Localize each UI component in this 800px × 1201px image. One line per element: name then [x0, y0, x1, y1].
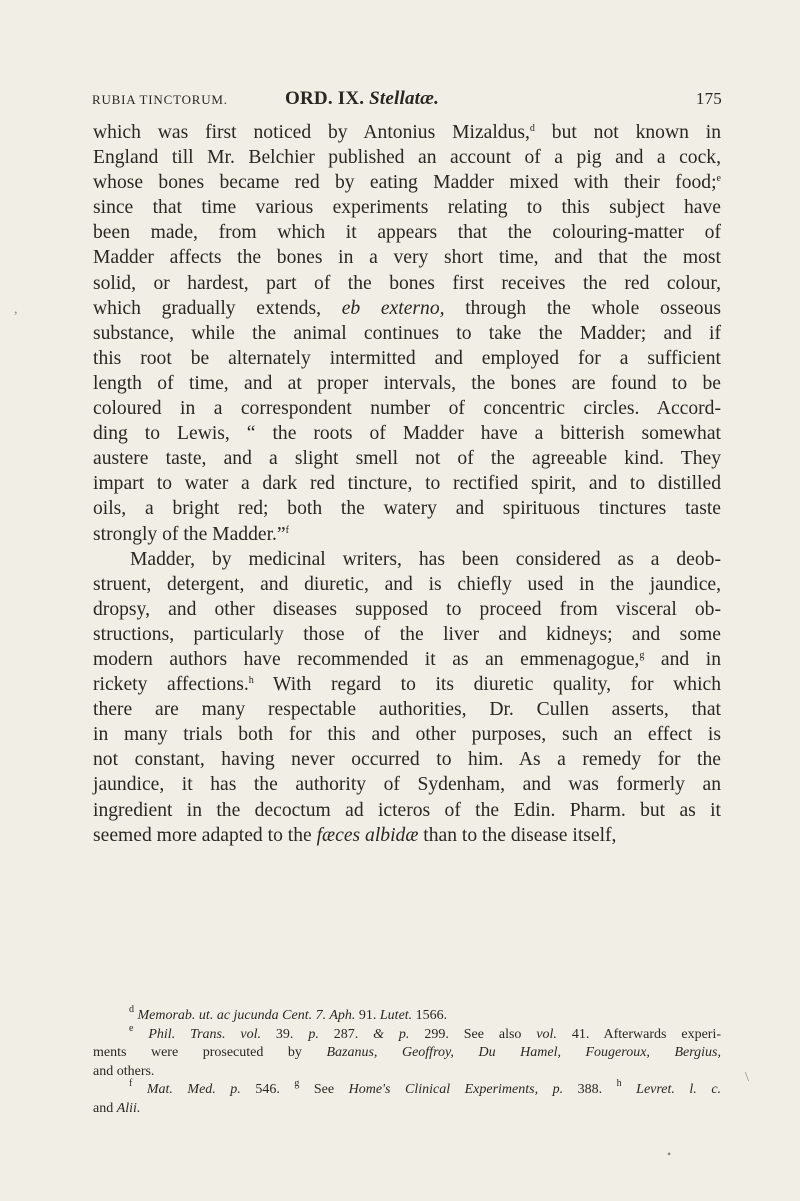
text-line [93, 547, 721, 572]
text-line [93, 170, 721, 195]
text-run: impart to water a dark red tincture, to rectified spirit, and to distilled [93, 473, 721, 495]
text-line [93, 772, 721, 797]
text-run: 91. [355, 1008, 380, 1023]
text-run: ingredient in the decoctum ad icteros of the Edin. Pharm. but as it [93, 799, 721, 821]
footnote-ref: g [294, 1078, 300, 1090]
text-run: ments were prosecuted by [93, 1045, 327, 1061]
text-run: 41. Afterwards experi- [556, 1026, 721, 1042]
text-line [93, 321, 721, 346]
italic-text: Memorab. ut. ac jucunda Cent. 7. Aph. [137, 1008, 356, 1023]
text-run: which gradually extends, [93, 297, 342, 319]
footnote-ref: h [616, 1078, 622, 1090]
text-line [93, 697, 721, 722]
text-line [93, 145, 721, 170]
margin-mark: , [14, 302, 18, 317]
body-text [93, 120, 721, 848]
footnote-line [93, 1004, 721, 1026]
text-run: been made, from which it appears that the colouring-matter of [93, 222, 721, 244]
text-run: and others. [93, 1063, 155, 1079]
text-line [93, 496, 721, 521]
footnote-ref: f [285, 524, 289, 536]
text-line [93, 371, 721, 396]
text-run: strongly of the Madder.” [93, 523, 286, 545]
text-run: not constant, having never occurred to him. As a remedy for the [93, 749, 721, 771]
italic-text: Levret. l. c. [636, 1082, 722, 1098]
italic-text: p. [308, 1026, 319, 1042]
footnote-ref: f [129, 1078, 133, 1090]
text-run: and [93, 1100, 117, 1116]
text-run: oils, a bright red; both the watery and spirituous tinctures taste [93, 498, 721, 520]
text-line [93, 120, 721, 145]
text-line [93, 471, 721, 496]
text-line [93, 296, 721, 321]
text-run [132, 1082, 147, 1097]
text-line [93, 572, 721, 597]
text-run: through the whole osseous [444, 297, 721, 319]
footnotes [93, 1004, 722, 1119]
italic-text: Phil. Trans. vol. [148, 1026, 262, 1042]
italic-text: Lutet. [379, 1008, 413, 1023]
text-run: since that time various experiments relating to this subject have [93, 197, 721, 219]
text-run: austere taste, and a slight smell not of the agreeable kind. They [93, 448, 721, 470]
text-line [93, 747, 721, 772]
italic-text: Mat. Med. p. [146, 1082, 241, 1098]
text-run: Madder affects the bones in a very short time, and that the most [93, 247, 721, 269]
text-run: but not known in [534, 122, 722, 143]
text-line [93, 396, 721, 421]
text-line [93, 798, 721, 823]
footnote-line [93, 1063, 721, 1082]
text-line [93, 647, 721, 672]
margin-mark: \ [745, 1070, 749, 1085]
footnote-ref: d [529, 123, 535, 134]
text-run: With regard to its diuretic quality, for which [253, 674, 722, 696]
text-run: 388. [563, 1082, 617, 1098]
text-run: solid, or hardest, part of the bones first receives the red colour, [93, 272, 721, 294]
text-run: 1566. [412, 1008, 448, 1023]
text-run: which was first noticed by Antonius Mizaldus, [93, 122, 530, 143]
text-run: length of time, and at proper intervals, the bones are found to be [93, 372, 721, 394]
text-run: whose bones became red by eating Madder mixed with their food; [93, 172, 717, 194]
text-run: in many trials both for this and other purposes, such an effect is [93, 724, 721, 746]
footnote-line [93, 1044, 721, 1063]
text-run: coloured in a correspondent number of concentric circles. Accord- [93, 398, 721, 420]
running-header [92, 88, 722, 112]
text-run: substance, while the animal continues to take the Madder; and if [93, 322, 721, 344]
text-run: 39. [261, 1026, 309, 1042]
italic-text: eb externo, [341, 297, 445, 319]
text-run: struent, detergent, and diuretic, and is chiefly used in the jaundice, [93, 573, 721, 595]
header-order: ORD. IX. Stellatæ. [285, 88, 440, 109]
text-run: structions, particularly those of the liver and kidneys; and some [93, 623, 721, 645]
text-run: Madder, by medicinal writers, has been considered as a deob- [130, 548, 721, 570]
text-line [93, 672, 721, 697]
text-line [93, 597, 721, 622]
footnote-ref: e [129, 1022, 134, 1034]
page-number: 175 [695, 89, 722, 108]
text-run: than to the disease itself, [418, 824, 617, 846]
text-line [93, 346, 721, 371]
text-run: 546. [240, 1082, 295, 1098]
text-run: rickety affections. [93, 674, 249, 696]
text-line [93, 522, 721, 547]
text-run: and in [644, 648, 721, 670]
footnote-ref: d [129, 1004, 134, 1015]
text-line [93, 823, 721, 848]
text-run [622, 1082, 637, 1097]
text-line [93, 421, 721, 446]
text-run: See [299, 1082, 349, 1098]
text-line [93, 220, 721, 245]
text-run [133, 1027, 148, 1042]
text-run: this root be alternately intermitted and employed for a sufficient [93, 347, 721, 369]
italic-text: vol. [536, 1026, 557, 1042]
footnote-ref: h [248, 675, 254, 687]
text-line [93, 195, 721, 220]
text-run: there are many respectable authorities, Dr. Cullen asserts, that [93, 699, 721, 721]
text-run: jaundice, it has the authority of Sydenham, and was formerly an [93, 774, 721, 796]
italic-text: Bazanus, Geoffroy, Du Hamel, Fougeroux, Bergius, [326, 1045, 721, 1061]
italic-text: Alii. [116, 1100, 141, 1116]
text-run: 287. [318, 1026, 374, 1042]
text-line [93, 271, 721, 296]
footnote-line [93, 1100, 721, 1119]
text-run: dropsy, and other diseases supposed to proceed from visceral ob- [93, 598, 721, 620]
text-run: 299. See also [409, 1026, 537, 1042]
text-line [93, 245, 721, 270]
text-line [93, 622, 721, 647]
text-line [93, 446, 721, 471]
italic-text: Home's Clinical Experiments, p. [348, 1082, 564, 1098]
text-run: modern authors have recommended it as an emmenagogue, [93, 648, 640, 670]
text-run: seemed more adapted to the [93, 824, 317, 846]
footnote-ref: e [716, 173, 721, 185]
margin-mark: • [667, 1147, 672, 1161]
footnote-line [93, 1022, 721, 1045]
header-species: RUBIA TINCTORUM. [92, 92, 228, 107]
italic-text: fæces albidæ [316, 824, 419, 846]
text-run: ding to Lewis, “ the roots of Madder have a bitterish somewhat [93, 423, 721, 445]
text-run: England till Mr. Belchier published an account of a pig and a cock, [93, 147, 721, 169]
footnote-line [93, 1078, 722, 1100]
footnote-ref: g [639, 649, 645, 661]
italic-text: & p. [373, 1026, 410, 1042]
text-line [93, 722, 721, 747]
